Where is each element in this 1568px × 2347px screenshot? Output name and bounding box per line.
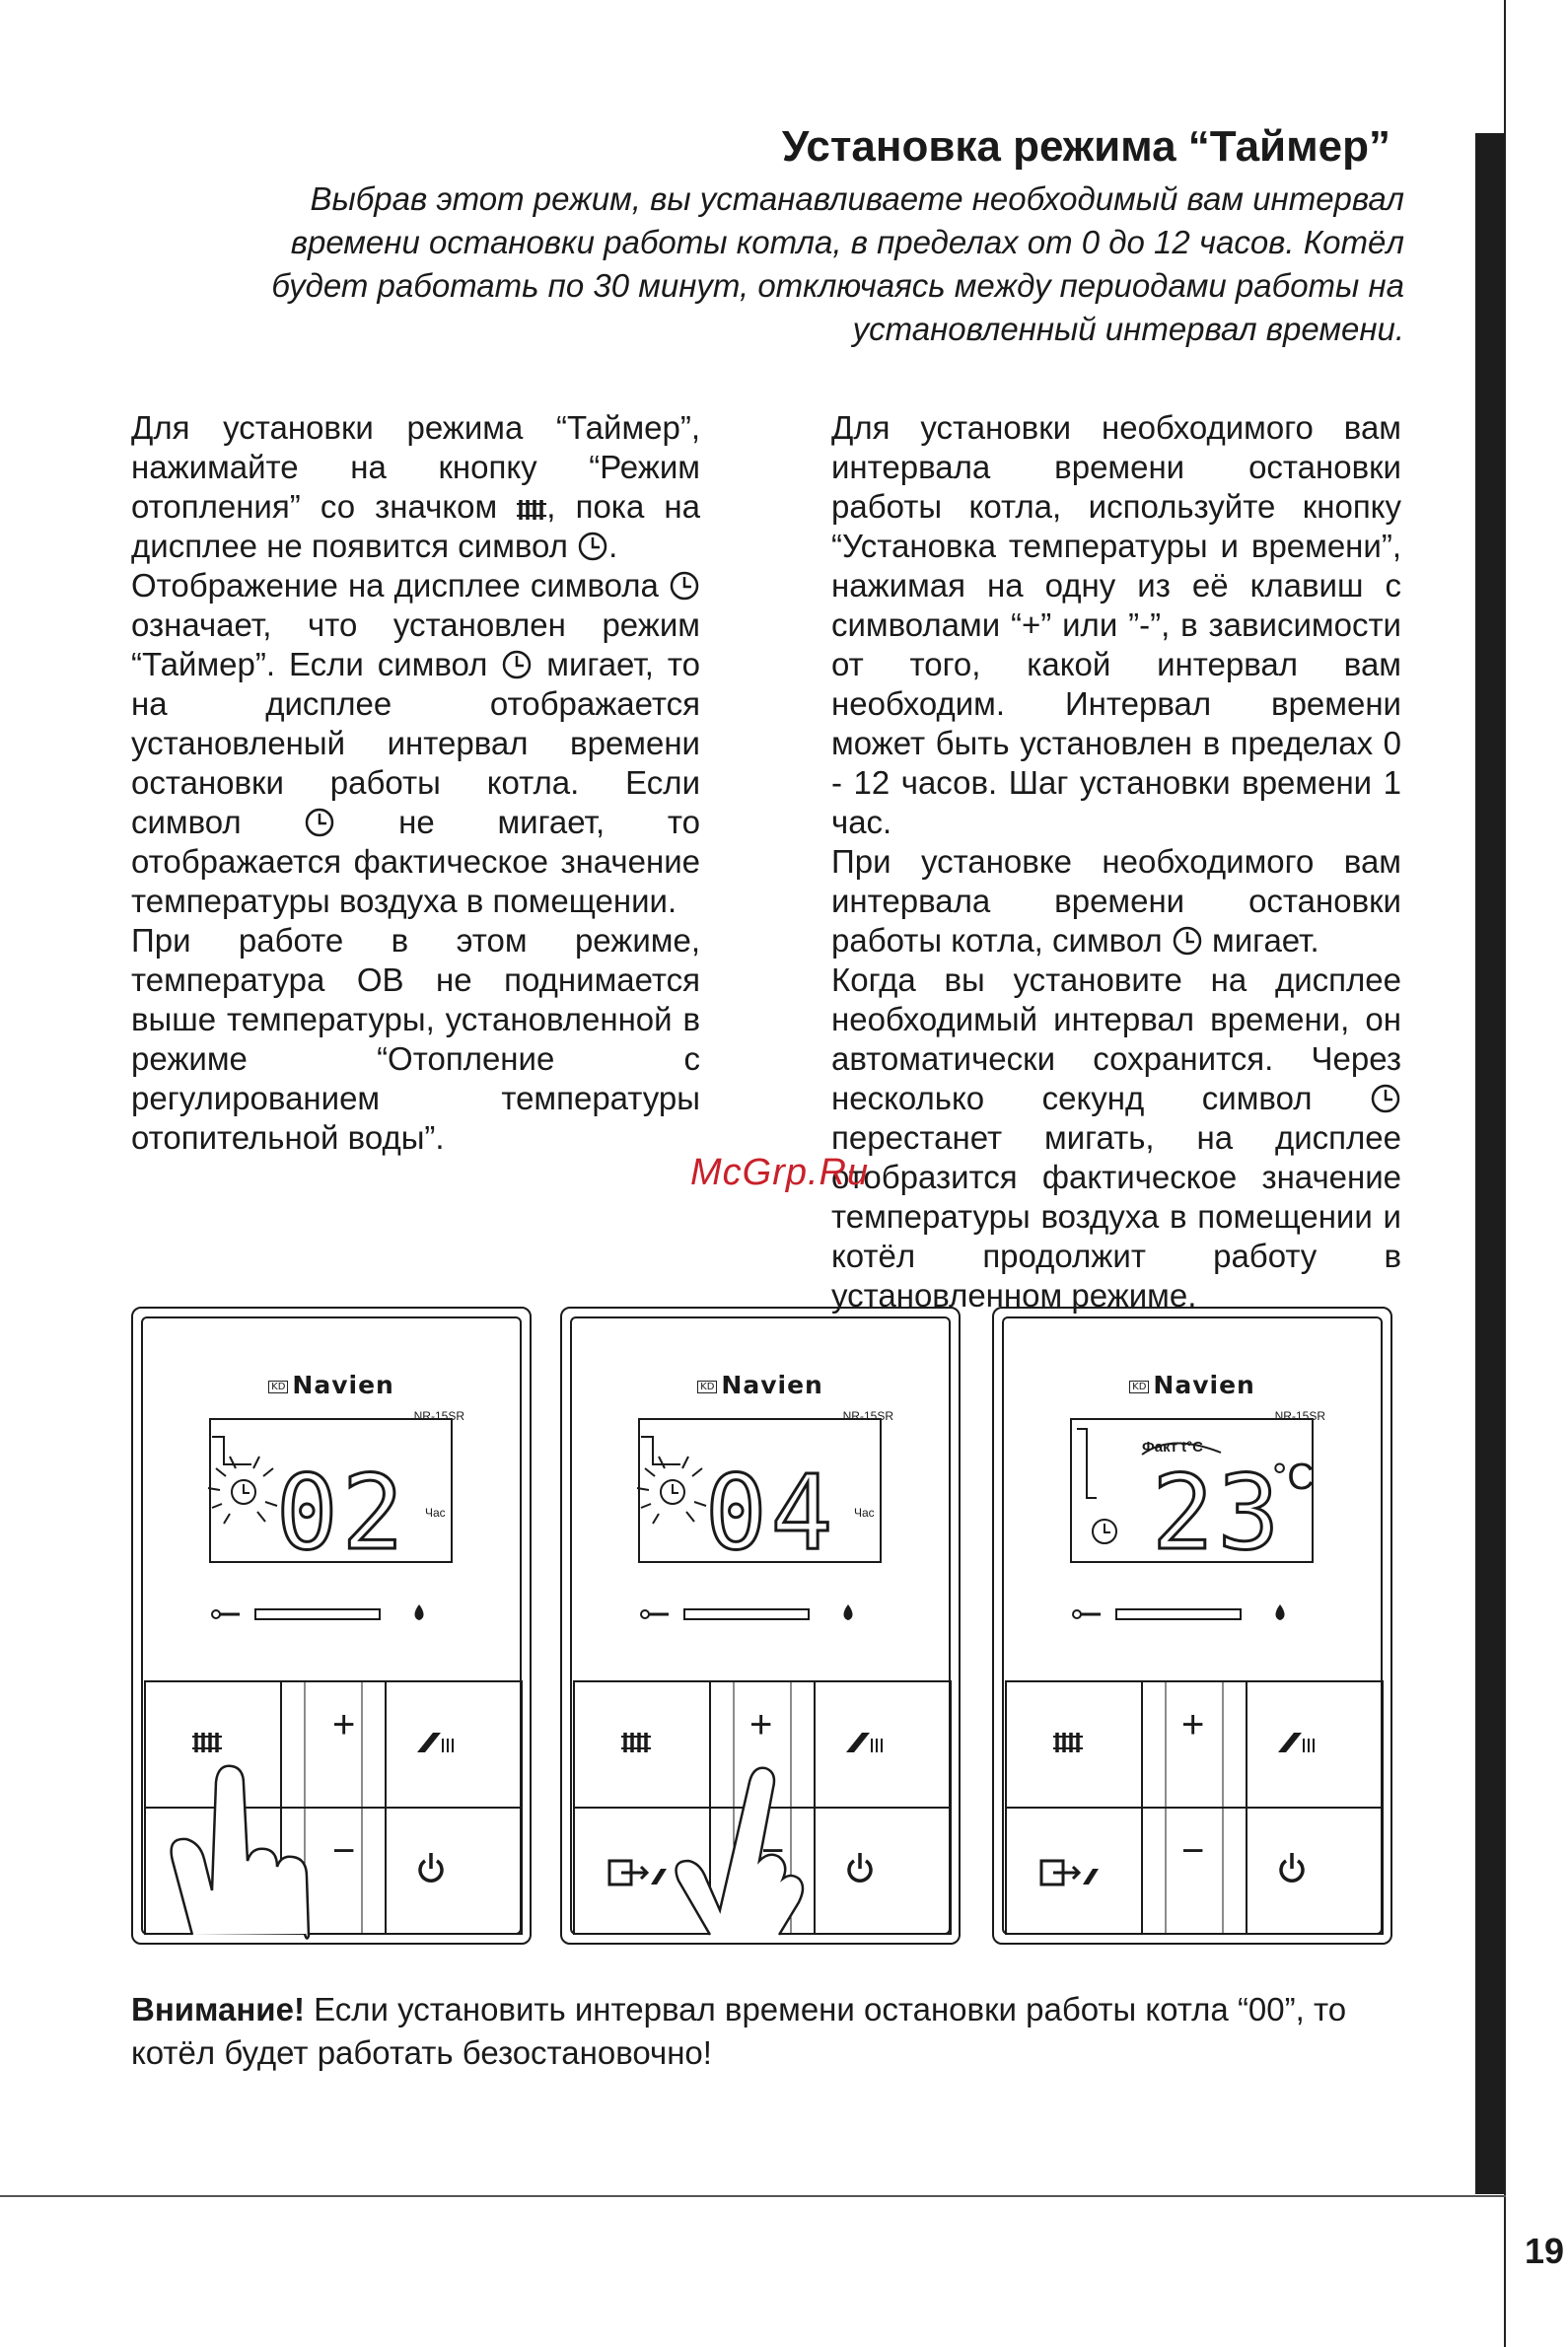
heating-mode-button[interactable] <box>147 1683 281 1808</box>
brand-logo: KD Navien <box>562 1371 959 1399</box>
wrench-icon <box>641 1610 669 1618</box>
right-column <box>831 408 1401 1316</box>
clock-icon <box>304 807 335 838</box>
plus-button[interactable]: + <box>332 1703 356 1746</box>
heating-mode-button[interactable] <box>576 1683 710 1808</box>
clock-icon <box>501 649 533 680</box>
hot-water-button[interactable] <box>1248 1683 1383 1808</box>
model-label: NR-15SR <box>413 1409 464 1423</box>
warning-note <box>131 1988 1413 2075</box>
clock-icon <box>669 570 700 602</box>
chapter-sidebar-bar <box>1475 133 1505 2194</box>
brand-logo: KD Navien <box>994 1371 1390 1399</box>
right-paragraph-3: Когда вы установите на дисплее необходимый интервал времени, он автоматически сохранится. Через несколько секунд символ перестанет мигать, на дисплее отобразится фактическое значение температуры воздуха в помещении и котёл продолжит работу в установленном режиме. <box>831 961 1401 1314</box>
exit-button[interactable] <box>576 1810 710 1934</box>
exit-button[interactable] <box>1008 1810 1142 1934</box>
clock-icon <box>577 531 608 562</box>
model-label: NR-15SR <box>842 1409 893 1423</box>
display-digits: 02 <box>276 1453 408 1573</box>
left-paragraph-1: Для установки режима “Таймер”, нажимайте на кнопку “Режим отопления” со значком , пока на дисплее не появится символ . <box>131 409 700 564</box>
power-button[interactable] <box>817 1810 951 1934</box>
control-panel-3 <box>992 1307 1392 1945</box>
warning-text: Если установить интервал времени остановки работы котла “00”, то котёл будет работать безостановочно! <box>131 1991 1347 2071</box>
display-unit: Час <box>854 1506 875 1520</box>
level-bar <box>1116 1609 1241 1619</box>
fact-temp-label: Факт t°C <box>1142 1439 1203 1456</box>
section-intro: Выбрав этот режим, вы устанавливаете необходимый вам интервал времени остановки работы котла, в пределах от 0 до 12 часов. Котёл будет работать по 30 минут, отключаясь между периодами работы на установленный интервал времени. <box>271 180 1404 347</box>
clock-icon <box>1172 925 1203 957</box>
power-button[interactable] <box>388 1810 522 1934</box>
wrench-icon <box>1073 1610 1101 1618</box>
level-bar <box>684 1609 809 1619</box>
display-digits: 04 <box>705 1453 837 1573</box>
level-bar <box>255 1609 380 1619</box>
warning-label: Внимание! <box>131 1991 305 2027</box>
flame-icon <box>415 1604 424 1620</box>
right-paragraph-1: Для установки необходимого вам интервала времени остановки работы котла, используйте кнопку “Установка температуры и времени”, нажимая на одну из её клавиш с символами “+” или ”-”, в зависимости от того, какой интервал вам необходим. Интервал времени может быть установлен в пределах 0 - 12 часов. Шаг установки времени 1 час. <box>831 409 1401 840</box>
display-unit: °C <box>1272 1457 1315 1498</box>
display-unit: Час <box>425 1506 446 1520</box>
hot-water-button[interactable] <box>817 1683 951 1808</box>
page-number: 19 <box>1525 2231 1565 2271</box>
display-digits: 23 <box>1152 1453 1284 1573</box>
brand-logo: KD Navien <box>133 1371 530 1399</box>
flame-icon <box>844 1604 853 1620</box>
left-paragraph-3: При работе в этом режиме, температура ОВ не поднимается выше температуры, установленной в режиме “Отопление с регулированием температуры отопительной воды”. <box>131 922 700 1156</box>
section-title: Установка режима “Таймер” <box>781 122 1390 171</box>
hot-water-button[interactable] <box>388 1683 522 1808</box>
minus-button[interactable]: − <box>332 1829 356 1873</box>
left-paragraph-2: Отображение на дисплее символа означает, что установлен режим “Таймер”. Если символ мигает, то на дисплее отображается установленый интервал времени остановки работы котла. Если символ не мигает, то отображается фактическое значение температуры воздуха в помещении. <box>131 567 700 919</box>
plus-button[interactable]: + <box>1181 1703 1205 1746</box>
model-label: NR-15SR <box>1274 1409 1325 1423</box>
watermark: McGrp.Ru <box>690 1152 870 1193</box>
flame-icon <box>1276 1604 1285 1620</box>
wrench-icon <box>212 1610 240 1618</box>
plus-button[interactable]: + <box>749 1703 773 1746</box>
minus-button[interactable]: − <box>1181 1829 1205 1873</box>
left-column <box>131 408 700 1158</box>
minus-button[interactable]: − <box>761 1829 785 1873</box>
radiator-icon <box>517 497 546 523</box>
right-paragraph-2: При установке необходимого вам интервала времени остановки работы котла, символ мигает. <box>831 843 1401 959</box>
clock-icon <box>1370 1083 1401 1114</box>
heating-mode-button[interactable] <box>1008 1683 1142 1808</box>
footer-rule <box>0 2195 1506 2197</box>
control-panel-1 <box>131 1307 532 1945</box>
control-panel-2 <box>560 1307 961 1945</box>
power-button[interactable] <box>1248 1810 1383 1934</box>
